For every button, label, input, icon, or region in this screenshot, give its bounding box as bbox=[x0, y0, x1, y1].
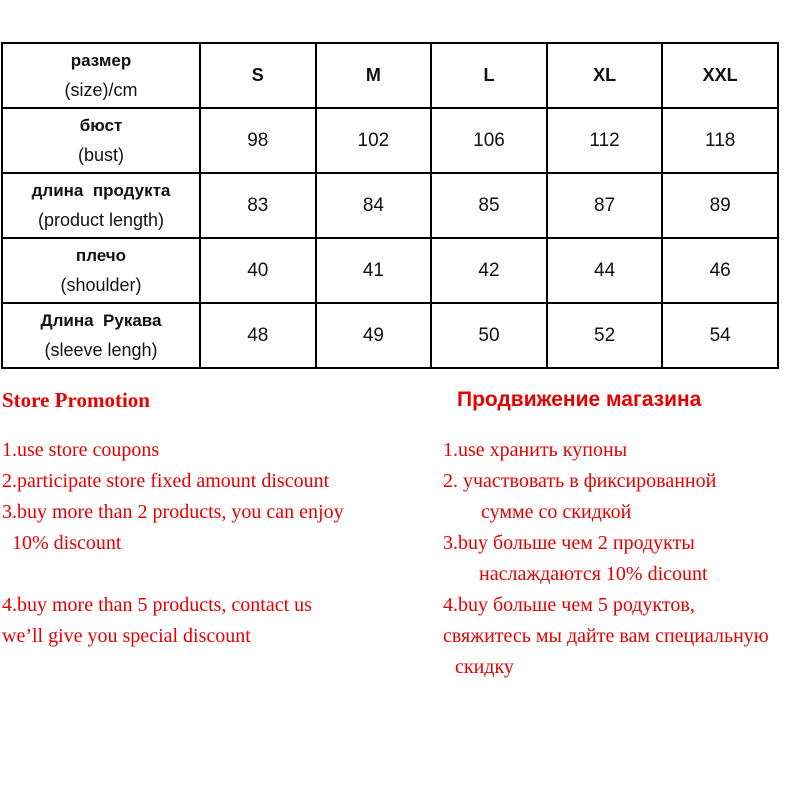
bust-value-xxl: 118 bbox=[662, 108, 778, 173]
promotion-ru-line-4: 3.buy больше чем 2 продукты bbox=[443, 532, 695, 554]
promotion-en-line-3: 3.buy more than 2 products, you can enjoy bbox=[2, 501, 344, 523]
product-length-value-s: 83 bbox=[200, 173, 316, 238]
size-header-l: L bbox=[431, 43, 547, 108]
table-row-bust bbox=[2, 108, 778, 173]
shoulder-label-en: (shoulder) bbox=[60, 275, 142, 295]
table-row-product-length bbox=[2, 173, 778, 238]
bust-label-ru: бюст bbox=[79, 116, 123, 135]
promotion-ru-line-5: наслаждаются 10% dicount bbox=[479, 563, 708, 585]
sleeve-length-label-cell bbox=[2, 303, 200, 368]
promotion-title-en: Store Promotion bbox=[2, 388, 150, 412]
promotion-en-line-6: we’ll give you special discount bbox=[2, 625, 251, 647]
shoulder-value-l: 42 bbox=[431, 238, 547, 303]
table-row-sleeve-length bbox=[2, 303, 778, 368]
product-length-label-ru: длина продукта bbox=[31, 181, 171, 200]
promotion-ru-line-1: 1.use хранить купоны bbox=[443, 439, 628, 461]
shoulder-label-ru: плечо bbox=[75, 246, 127, 265]
product-length-value-m: 84 bbox=[316, 173, 432, 238]
size-header-row bbox=[2, 43, 778, 108]
promotion-title-ru: Продвижение магазина bbox=[457, 388, 702, 411]
size-chart-table bbox=[1, 42, 779, 369]
sleeve-length-value-xxl: 54 bbox=[662, 303, 778, 368]
size-header-m: M bbox=[316, 43, 432, 108]
size-label-ru: размер bbox=[70, 51, 132, 70]
product-length-value-xl: 87 bbox=[547, 173, 663, 238]
promotion-en-line-4: 10% discount bbox=[2, 532, 122, 554]
sleeve-length-value-m: 49 bbox=[316, 303, 432, 368]
shoulder-value-s: 40 bbox=[200, 238, 316, 303]
sleeve-length-label-ru: Длина Рукава bbox=[40, 311, 162, 330]
promotion-ru-line-7: свяжитесь мы дайте вам специальную bbox=[443, 625, 769, 647]
size-label-en: (size)/cm bbox=[64, 80, 138, 100]
promotion-en-line-5: 4.buy more than 5 products, contact us bbox=[2, 594, 312, 616]
bust-value-s: 98 bbox=[200, 108, 316, 173]
size-header-xxl: XXL bbox=[662, 43, 778, 108]
product-length-value-l: 85 bbox=[431, 173, 547, 238]
sleeve-length-value-s: 48 bbox=[200, 303, 316, 368]
size-label-cell bbox=[2, 43, 200, 108]
shoulder-value-xxl: 46 bbox=[662, 238, 778, 303]
bust-value-xl: 112 bbox=[547, 108, 663, 173]
sleeve-length-label-en: (sleeve lengh) bbox=[44, 340, 158, 360]
promotion-ru-line-3: сумме со скидкой bbox=[481, 501, 632, 523]
shoulder-value-m: 41 bbox=[316, 238, 432, 303]
bust-label-cell bbox=[2, 108, 200, 173]
promotion-ru-line-8: скидку bbox=[455, 656, 514, 678]
bust-label-en: (bust) bbox=[77, 145, 124, 165]
size-header-s: S bbox=[200, 43, 316, 108]
promotion-ru-line-2: 2. участвовать в фиксированной bbox=[443, 470, 717, 492]
promotion-en-line-1: 1.use store coupons bbox=[2, 439, 160, 461]
promotion-ru-line-6: 4.buy больше чем 5 родуктов, bbox=[443, 594, 695, 616]
sleeve-length-value-l: 50 bbox=[431, 303, 547, 368]
size-header-xl: XL bbox=[547, 43, 663, 108]
product-length-label-cell bbox=[2, 173, 200, 238]
table-row-shoulder bbox=[2, 238, 778, 303]
bust-value-l: 106 bbox=[431, 108, 547, 173]
product-length-value-xxl: 89 bbox=[662, 173, 778, 238]
sleeve-length-value-xl: 52 bbox=[547, 303, 663, 368]
promotion-en-line-2: 2.participate store fixed amount discount bbox=[2, 470, 330, 492]
shoulder-label-cell bbox=[2, 238, 200, 303]
shoulder-value-xl: 44 bbox=[547, 238, 663, 303]
product-length-label-en: (product length) bbox=[37, 210, 165, 230]
bust-value-m: 102 bbox=[316, 108, 432, 173]
